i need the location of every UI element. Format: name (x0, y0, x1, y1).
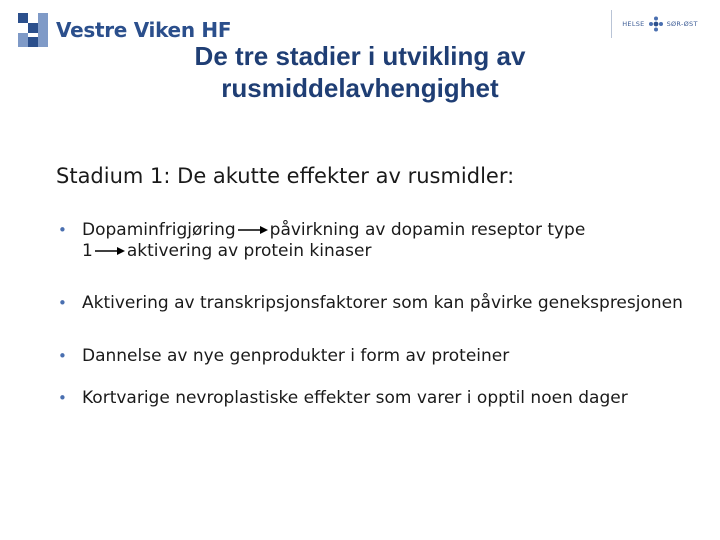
bullet-dot-icon: • (58, 294, 67, 312)
slide-title (110, 40, 610, 104)
bullet-dot-icon: • (58, 347, 67, 365)
bullet-1-text-d: aktivering av protein kinaser (126, 241, 372, 261)
logo-text: Vestre Viken HF (56, 18, 232, 42)
right-arrow-icon (238, 225, 268, 235)
bullet-item-1 (56, 220, 696, 262)
bullet-1-text-c: 1 (82, 241, 93, 261)
logo-text-right: SØR-ØST (666, 20, 698, 28)
bullet-dot-icon: • (58, 389, 67, 407)
bullet-4-text: Kortvarige nevroplastiske effekter som varer i opptil noen dager (82, 388, 628, 408)
logo-text-left: HELSE (622, 20, 645, 28)
bullet-2-text: Aktivering av transkripsjonsfaktorer som kan påvirke genekspresjonen (82, 293, 683, 313)
bullet-1-text-b: påvirkning av dopamin reseptor type (269, 220, 586, 240)
helse-sor-ost-logo (611, 10, 708, 38)
subheading: Stadium 1: De akutte effekter av rusmidler: (56, 164, 515, 188)
bullet-1-text-a: Dopaminfrigjøring (82, 220, 236, 240)
bullet-item-4 (56, 388, 696, 409)
helse-logo-icon (648, 16, 664, 32)
bullet-list (56, 220, 696, 409)
title-line-2: rusmiddelavhengighet (221, 73, 499, 103)
title-line-1: De tre stadier i utvikling av (194, 41, 526, 71)
right-arrow-icon (95, 246, 125, 256)
bullet-3-text: Dannelse av nye genprodukter i form av proteiner (82, 346, 510, 366)
bullet-dot-icon: • (58, 221, 67, 239)
vestre-viken-logo-icon (18, 13, 48, 47)
bullet-item-2 (56, 293, 696, 314)
bullet-item-3 (56, 346, 696, 367)
